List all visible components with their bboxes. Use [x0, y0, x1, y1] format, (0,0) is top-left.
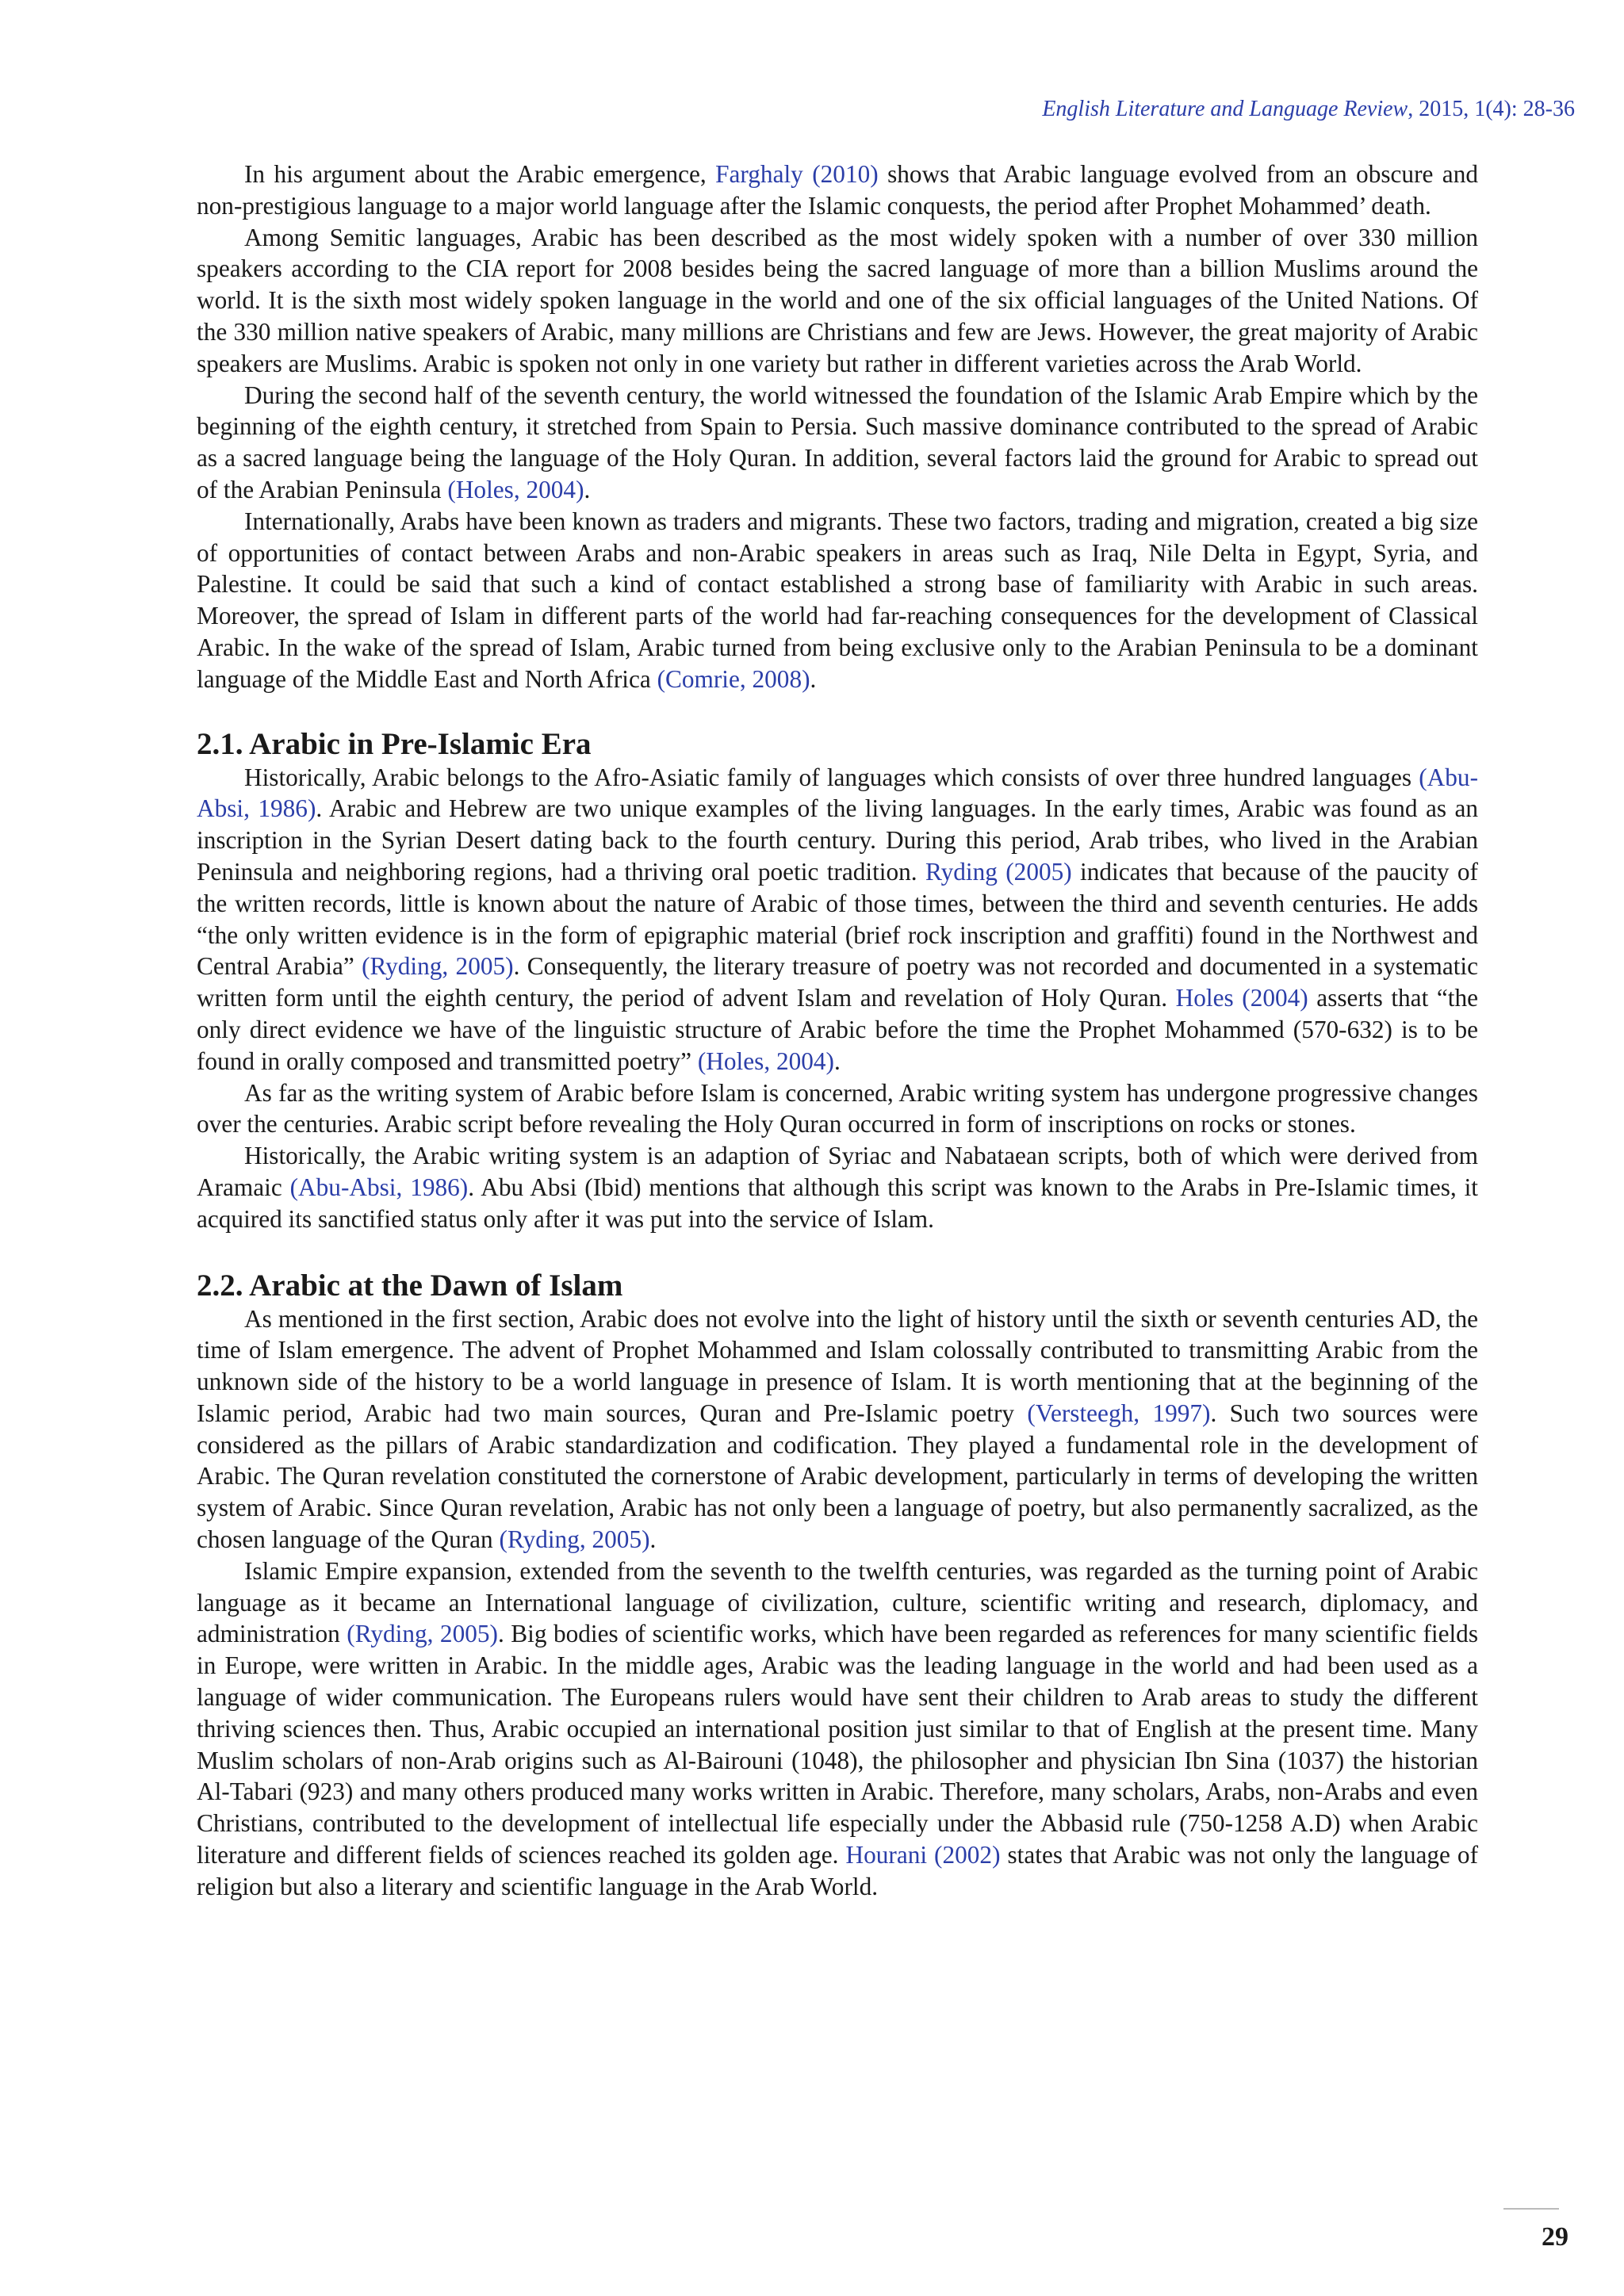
citation-link[interactable]: (Ryding, 2005) [499, 1525, 650, 1554]
footer-rule [1503, 2208, 1559, 2210]
citation-link[interactable]: (Comrie, 2008) [657, 664, 810, 693]
paragraph: As far as the writing system of Arabic before Islam is concerned, Arabic writing system has undergone progressive changes over the centuries. Arabic script before revealing the Holy Quran occurred in form of inscriptions on rocks or stones. [197, 1078, 1478, 1138]
citation-link[interactable]: (Holes, 2004) [697, 1047, 834, 1075]
section-heading-2-1: 2.1. Arabic in Pre-Islamic Era [197, 726, 592, 761]
citation-link[interactable]: Farghaly (2010) [715, 160, 879, 188]
journal-issue-info: , 2015, 1(4): 28-36 [1408, 97, 1575, 121]
citation-link[interactable]: (Abu-Absi, 1986) [197, 763, 1478, 823]
paragraph: Among Semitic languages, Arabic has been described as the most widely spoken with a number of over 330 million speakers according to the CIA report for 2008 besides being the sacred language of more than a billion Muslims around the world. It is the sixth most widely spoken language in the world and one of the six official languages of the United Nations. Of the 330 million native speakers of Arabic, many millions are Christians and few are Jews. However, the great majority of Arabic speakers are Muslims. Arabic is spoken not only in one variety but rather in different varieties across the Arab World. [197, 223, 1478, 377]
journal-name: English Literature and Language Review [1042, 97, 1408, 121]
paragraph: In his argument about the Arabic emergence, Farghaly (2010) shows that Arabic language evolved from an obscure and non-prestigious language to a major world language after the Islamic conquests, the period after Prophet Mohammed’ death. [197, 160, 1478, 220]
intro-section [197, 159, 1478, 695]
page-number: 29 [1542, 2222, 1568, 2252]
paragraph: Islamic Empire expansion, extended from the seventh to the twelfth centuries, was regarded as the turning point of Arabic language as it became an International language of civilization, culture, scientific writing and research, diplomacy, and administration (Ryding, 2005). Big bodies of scientific works, which have been regarded as references for many scientific fields in Europe, were written in Arabic. In the middle ages, Arabic was the leading language in the world and had been used as a language of wider communication. The Europeans rulers would have sent their children to Arab areas to study the different thriving sciences then. Thus, Arabic occupied an international position just similar to that of English at the present time. Many Muslim scholars of non-Arab origins such as Al-Bairouni (1048), the philosopher and physician Ibn Sina (1037) the historian Al-Tabari (923) and many others produced many works written in Arabic. Therefore, many scholars, Arabs, non-Arabs and even Christians, contributed to the development of intellectual life especially under the Abbasid rule (750-1258 A.D) when Arabic literature and different fields of sciences reached its golden age. Hourani (2002) states that Arabic was not only the language of religion but also a literary and scientific language in the Arab World. [197, 1556, 1478, 1900]
paragraph: Historically, Arabic belongs to the Afro-Asiatic family of languages which consists of over three hundred languages (Abu-Absi, 1986). Arabic and Hebrew are two unique examples of the living languages. In the early times, Arabic was found as an inscription in the Syrian Desert dating back to the fourth century. During this period, Arab tribes, who lived in the Arabian Peninsula and neighboring regions, had a thriving oral poetic tradition. Ryding (2005) indicates that because of the paucity of the written records, little is known about the nature of Arabic of those times, between the third and seventh centuries. He adds “the only written evidence is in the form of epigraphic material (brief rock inscription and graffiti) found in the Northwest and Central Arabia” (Ryding, 2005). Consequently, the literary treasure of poetry was not recorded and documented in a systematic written form until the eighth century, the period of advent Islam and revelation of Holy Quran. Holes (2004) asserts that “the only direct evidence we have of the linguistic structure of Arabic before the time the Prophet Mohammed (570-632) is to be found in orally composed and transmitted poetry” (Holes, 2004). [197, 763, 1479, 1075]
section-2-2-body [197, 1303, 1478, 1903]
article-body [197, 159, 1478, 1903]
paragraph: As mentioned in the first section, Arabic does not evolve into the light of history until the sixth or seventh centuries AD, the time of Islam emergence. The advent of Prophet Mohammed and Islam colossally contributed to transmitting Arabic from the unknown side of the history to be a world language in presence of Islam. It is worth mentioning that at the beginning of the Islamic period, Arabic had two main sources, Quran and Pre-Islamic poetry (Versteegh, 1997). Such two sources were considered as the pillars of Arabic standardization and codification. They played a fundamental role in the development of Arabic. The Quran revelation constituted the cornerstone of Arabic development, particularly in terms of developing the written system of Arabic. Since Quran revelation, Arabic has not only been a language of poetry, but also permanently sacralized, as the chosen language of the Quran (Ryding, 2005). [197, 1304, 1478, 1554]
section-2-1-body [197, 762, 1478, 1235]
section-heading-2-2: 2.2. Arabic at the Dawn of Islam [197, 1268, 623, 1303]
citation-link[interactable]: (Holes, 2004) [447, 475, 584, 503]
citation-link[interactable]: Hourani (2002) [845, 1841, 1001, 1869]
citation-link[interactable]: (Ryding, 2005) [347, 1620, 498, 1648]
citation-link[interactable]: (Abu-Absi, 1986) [289, 1173, 469, 1201]
citation-link[interactable]: (Ryding, 2005) [362, 952, 514, 981]
citation-link[interactable]: Holes (2004) [1175, 984, 1308, 1012]
citation-link[interactable]: (Versteegh, 1997) [1027, 1399, 1211, 1427]
paragraph: Internationally, Arabs have been known as traders and migrants. These two factors, trading and migration, created a big size of opportunities of contact between Arabs and non-Arabic speakers in areas such as Iraq, Nile Delta in Egypt, Syria, and Palestine. It could be said that such a kind of contact established a strong base of familiarity with Arabic in such areas. Moreover, the spread of Islam in different parts of the world had far-reaching consequences for the development of Classical Arabic. In the wake of the spread of Islam, Arabic turned from being exclusive only to the Arabian Peninsula to be a dominant language of the Middle East and North Africa (Comrie, 2008). [197, 507, 1478, 693]
paragraph: During the second half of the seventh century, the world witnessed the foundation of the Islamic Arab Empire which by the beginning of the eighth century, it stretched from Spain to Persia. Such massive dominance contributed to the spread of Arabic as a sacred language being the language of the Holy Quran. In addition, several factors laid the ground for Arabic to spread out of the Arabian Peninsula (Holes, 2004). [197, 381, 1478, 503]
paragraph: Historically, the Arabic writing system is an adaption of Syriac and Nabataean scripts, both of which were derived from Aramaic (Abu-Absi, 1986). Abu Absi (Ibid) mentions that although this script was known to the Arabs in Pre-Islamic times, it acquired its sanctified status only after it was put into the service of Islam. [197, 1142, 1478, 1233]
citation-link[interactable]: Ryding (2005) [925, 857, 1072, 886]
running-header [1042, 97, 1575, 122]
